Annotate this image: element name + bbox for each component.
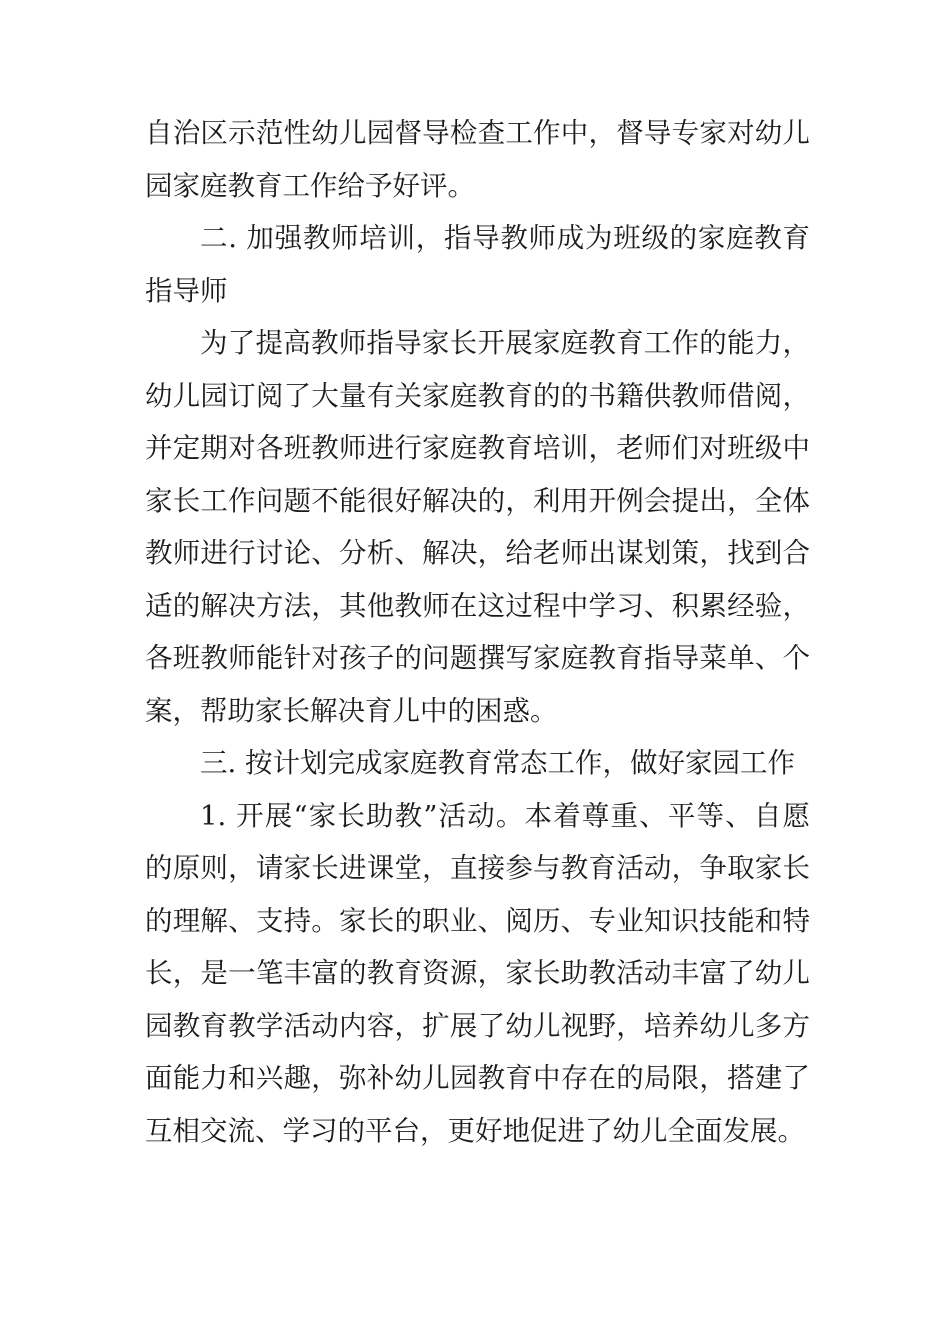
document-body (145, 107, 810, 1157)
paragraph-teacher-training: 为了提高教师指导家长开展家庭教育工作的能力，幼儿园订阅了大量有关家庭教育的的书籍供教师借阅，并定期对各班教师进行家庭教育培训，老师们对班级中家长工作问题不能很好解决的，利用开例会提出，全体教师进行讨论、分析、解决，给老师出谋划策，找到合适的解决方法，其他教师在这过程中学习、积累经验，各班教师能针对孩子的问题撰写家庭教育指导菜单、个案，帮助家长解决育儿中的困惑。 (145, 327, 810, 727)
paragraph-parent-assistant: 1. 开展“家长助教”活动。本着尊重、平等、自愿的原则，请家长进课堂，直接参与教育活动，争取家长的理解、支持。家长的职业、阅历、专业知识技能和特长，是一笔丰富的教育资源，家长助教活动丰富了幼儿园教育教学活动内容，扩展了幼儿视野，培养幼儿多方面能力和兴趣，弥补幼儿园教育中存在的局限，搭建了互相交流、学习的平台，更好地促进了幼儿全面发展。 (145, 799, 810, 1147)
paragraph-continuation: 自治区示范性幼儿园督导检查工作中，督导专家对幼儿园家庭教育工作给予好评。 (145, 117, 810, 202)
section-heading-3: 三. 按计划完成家庭教育常态工作，做好家园工作 (200, 747, 795, 779)
section-heading-2: 二. 加强教师培训，指导教师成为班级的家庭教育指导师 (145, 222, 810, 307)
